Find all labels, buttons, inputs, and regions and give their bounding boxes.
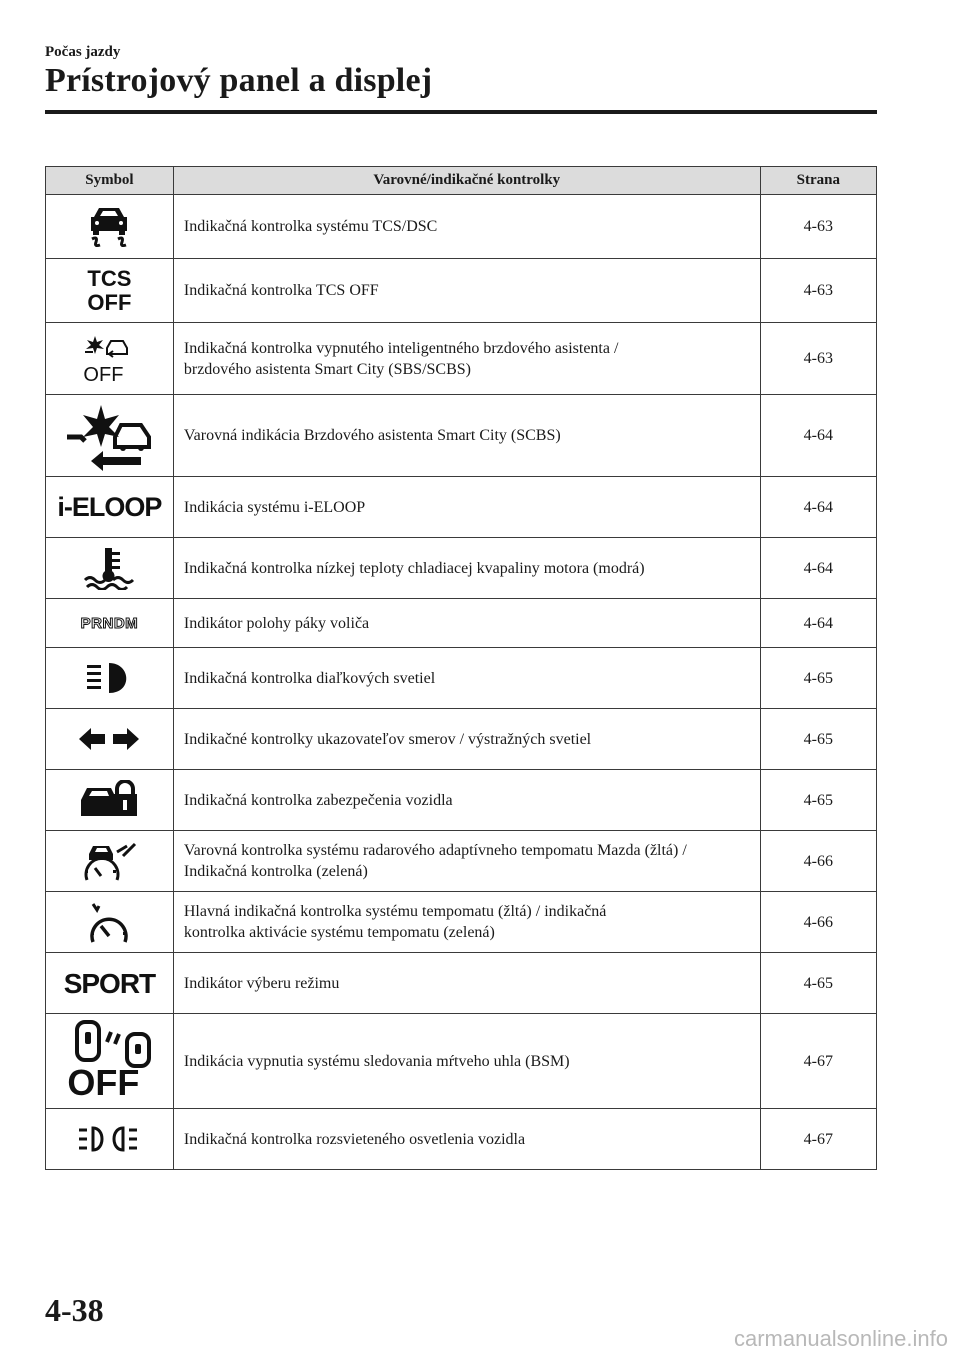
collision-car-icon <box>81 332 137 358</box>
table-row <box>46 831 877 892</box>
bsm-off-icon <box>61 1020 157 1102</box>
row-page: 4-65 <box>760 648 876 709</box>
table-row <box>46 259 877 323</box>
i-eloop-icon <box>46 491 173 522</box>
i-eloop-text: i-ELOOP <box>57 491 162 522</box>
row-page: 4-65 <box>760 953 876 1014</box>
title-rule <box>45 110 877 114</box>
sbs-scbs-off-icon <box>81 332 137 386</box>
table-row <box>46 395 877 477</box>
sport-mode-icon <box>46 967 173 999</box>
section-label: Počas jazdy <box>45 44 121 60</box>
page-number: 4-38 <box>45 1292 104 1328</box>
tcs-off-icon <box>46 267 173 315</box>
high-beam-icon <box>83 661 135 695</box>
off-text: OFF <box>67 1062 140 1103</box>
table-row <box>46 648 877 709</box>
tcs-text: TCS <box>87 265 132 291</box>
row-description: Indikačná kontrolka diaľkových svetiel <box>183 669 436 687</box>
row-description: Indikátor výberu režimu <box>183 974 340 992</box>
radar-cruise-control-icon <box>79 840 139 882</box>
table-row <box>46 195 877 259</box>
row-page: 4-63 <box>760 323 876 395</box>
row-page: 4-66 <box>760 831 876 892</box>
row-description: Indikátor polohy páky voliča <box>183 614 370 632</box>
security-lock-car-icon <box>77 780 141 820</box>
row-description-line: kontrolka aktivácie systému tempomatu (zelená) <box>183 924 495 941</box>
row-page: 4-63 <box>760 195 876 259</box>
row-description: Varovná indikácia Brzdového asistenta Smart City (SCBS) <box>183 427 561 444</box>
row-page: 4-64 <box>760 395 876 477</box>
row-page: 4-67 <box>760 1014 876 1109</box>
row-description: Indikačná kontrolka nízkej teploty chladiacej kvapaliny motora (modrá) <box>183 559 645 577</box>
row-description: Indikačné kontrolky ukazovateľov smerov / výstražných svetiel <box>183 730 592 748</box>
off-text: OFF <box>83 363 124 386</box>
row-description-line: brzdového asistenta Smart City (SBS/SCBS) <box>183 360 471 378</box>
cruise-control-icon <box>85 900 133 944</box>
off-text: OFF <box>87 289 132 315</box>
table-row <box>46 709 877 770</box>
row-page: 4-65 <box>760 770 876 831</box>
table-row <box>46 1014 877 1109</box>
sport-text: SPORT <box>63 967 156 999</box>
row-description: Indikačná kontrolka zabezpečenia vozidla <box>183 791 453 809</box>
table-header-row <box>46 167 877 195</box>
row-page: 4-64 <box>760 477 876 538</box>
row-description: Indikačná kontrolka rozsvieteného osvetlenia vozidla <box>183 1130 526 1148</box>
vehicle-lights-on-icon <box>77 1124 141 1154</box>
table-row <box>46 477 877 538</box>
prndm-text: PRNDM <box>80 614 139 632</box>
column-header-description: Varovné/indikačné kontrolky <box>173 167 760 195</box>
row-description: Indikácia systému i-ELOOP <box>183 498 366 516</box>
column-header-symbol: Symbol <box>46 167 174 195</box>
table-row <box>46 953 877 1014</box>
row-page: 4-67 <box>760 1109 876 1170</box>
indicator-table <box>45 166 877 1170</box>
page-title: Prístrojový panel a displej <box>45 62 433 99</box>
table-row <box>46 892 877 953</box>
column-header-page: Strana <box>760 167 876 195</box>
table-row <box>46 538 877 599</box>
row-description-line: Indikačná kontrolka (zelená) <box>183 863 368 880</box>
row-description: Indikácia vypnutia systému sledovania mŕtveho uhla (BSM) <box>183 1052 570 1070</box>
turn-signal-arrows-icon <box>77 726 141 752</box>
table-row <box>46 770 877 831</box>
row-description-line: Indikačná kontrolka vypnutého inteligentného brzdového asistenta / <box>183 339 619 357</box>
row-description: Indikačná kontrolka systému TCS/DSC <box>183 218 438 235</box>
gear-position-indicator-icon <box>46 613 173 634</box>
table-row <box>46 1109 877 1170</box>
row-description: Indikačná kontrolka TCS OFF <box>183 282 379 299</box>
tcs-dsc-car-skid-icon <box>80 204 138 250</box>
watermark: carmanualsonline.info <box>733 1326 948 1351</box>
row-page: 4-64 <box>760 599 876 648</box>
low-coolant-temperature-icon <box>81 546 137 590</box>
row-page: 4-66 <box>760 892 876 953</box>
row-page: 4-63 <box>760 259 876 323</box>
scbs-warning-icon <box>61 401 157 471</box>
row-page: 4-64 <box>760 538 876 599</box>
row-description-line: Hlavná indikačná kontrolka systému tempomatu (žltá) / indikačná <box>183 903 607 920</box>
row-page: 4-65 <box>760 709 876 770</box>
row-description-line: Varovná kontrolka systému radarového adaptívneho tempomatu Mazda (žltá) / <box>183 842 687 859</box>
table-row <box>46 323 877 395</box>
table-row <box>46 599 877 648</box>
